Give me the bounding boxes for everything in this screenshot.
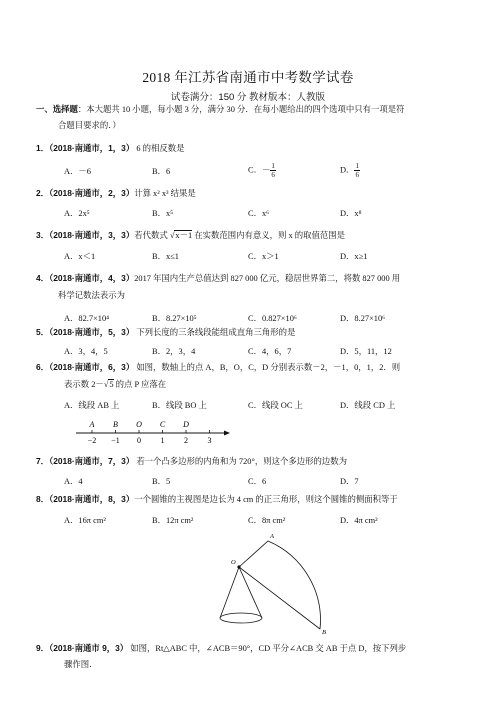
question-source: （2018·南通市，7，3）	[49, 456, 135, 466]
label-a: A	[270, 533, 274, 540]
question-source: （2018·南通市，8，3）	[49, 494, 135, 504]
fraction-numerator: 1	[271, 162, 275, 170]
option-b: B．12π cm²	[152, 516, 194, 525]
question-source: （2018·南通市，2，3）	[49, 188, 135, 198]
option-a: A．－6	[64, 167, 91, 176]
question-stem: 一个圆锥的主视图是边长为 4 cm 的正三角形，则这个圆锥的侧面积等于	[134, 495, 398, 504]
option-b: B．线段 BO 上	[152, 401, 207, 410]
question-9-line2: 骤作图．	[64, 660, 98, 669]
question-9	[36, 643, 406, 654]
question-source: （2018·南通市，4，3）	[49, 273, 135, 283]
option-c: C．8π cm²	[248, 516, 286, 525]
option-d: D．x⁸	[340, 209, 362, 218]
point-label: A	[89, 420, 95, 429]
option-c: C．0.827×10⁶	[248, 314, 297, 323]
label-b: B	[322, 629, 326, 636]
option-b: B．x⁵	[152, 209, 174, 218]
section-text-line2: 合题目要求的．）	[58, 121, 121, 130]
tick-label: 3	[207, 436, 212, 445]
sqrt-sign: √	[103, 380, 109, 389]
option-d-label: D．	[340, 165, 355, 175]
question-source: （2018·南通市 9，3）	[49, 643, 129, 653]
point-label: O	[136, 420, 142, 429]
question-source: （2018·南通市，5，3）	[49, 327, 135, 337]
question-stem: 如图，数轴上的点 A，B，O，C，D 分别表示数－2，－1，0，1，2．则	[134, 363, 401, 372]
option-c-label: C．－	[248, 165, 271, 175]
option-c: C．线段 OC 上	[248, 401, 303, 410]
option-b: B．6	[152, 167, 171, 176]
option-a: A．x＜1	[64, 252, 96, 261]
option-a: A．82.7×10⁴	[64, 314, 110, 323]
point-label: C	[159, 420, 166, 429]
question-number: 8．	[36, 494, 50, 504]
option-a: A．16π cm²	[64, 516, 106, 525]
option-c: C．4，6，7	[248, 347, 292, 356]
tick-label: −2	[87, 436, 97, 445]
section-label: 一、选择题	[36, 104, 78, 114]
option-a: A．线段 AB 上	[64, 401, 120, 410]
question-stem-pre: 表示数 2－	[64, 380, 104, 389]
question-number: 9．	[36, 643, 50, 653]
sector-outline	[239, 541, 320, 629]
question-stem-pre: 若代数式	[134, 231, 170, 240]
question-number: 5．	[36, 327, 50, 337]
sector-radius	[239, 567, 320, 629]
section-text: ：本大题共 10 小题，每小题 3 分，满分 30 分．在每小题给出的四个选项中只有一项是符	[77, 105, 405, 114]
question-source: （2018·南通市，1，3）	[49, 143, 135, 153]
fraction-numerator: 1	[355, 162, 359, 170]
option-a: A．3，4，5	[64, 347, 108, 356]
option-b: B．x≤1	[152, 252, 179, 261]
radicand: x－1	[175, 231, 193, 240]
question-4-line2: 科学记数法表示为	[58, 291, 125, 300]
option-d: D．线段 CD 上	[340, 401, 396, 410]
point-label: D	[183, 420, 189, 429]
option-b: B．5	[152, 477, 171, 486]
question-stem: 下列长度的三条线段能组成直角三角形的是	[134, 328, 296, 337]
fraction-denominator: 6	[355, 171, 359, 179]
radicand: 5	[109, 380, 114, 389]
tick-label: 0	[137, 436, 141, 445]
option-d: D．x≥1	[340, 252, 368, 261]
option-c: C．6	[248, 477, 267, 486]
cone-right-edge	[239, 567, 262, 618]
option-c: C．x⁶	[248, 209, 270, 218]
option-d: D．4π cm²	[340, 516, 378, 525]
option-d: D．8.27×10⁶	[340, 314, 386, 323]
fraction-denominator: 6	[271, 171, 275, 179]
page-subtitle: 试卷满分：150 分 教材版本：人教版	[170, 92, 326, 103]
question-stem-post: 在实数范围内有意义，则 x 的取值范围是	[192, 231, 346, 240]
question-number: 2．	[36, 188, 50, 198]
apex-point	[237, 565, 240, 568]
question-source: （2018·南通市，3，3）	[49, 230, 135, 240]
cone-left-edge	[220, 567, 239, 618]
option-d: D．5，11，12	[340, 347, 392, 356]
question-number: 6．	[36, 362, 50, 372]
question-stem: 6 的相反数是	[134, 144, 185, 153]
question-stem: 2017 年国内生产总值达到 827 000 亿元，稳居世界第二，将数 827 000 用	[134, 274, 401, 283]
option-c: C．x＞1	[248, 252, 279, 261]
option-b: B．2，3，4	[152, 347, 196, 356]
sqrt-sign: √	[169, 231, 175, 240]
question-stem: 如图，Rt△ABC 中，∠ACB＝90°，CD 平分∠ACB 交 AB 于点 D，按下列步	[128, 644, 407, 653]
cone-base	[220, 613, 262, 623]
question-number: 3．	[36, 230, 50, 240]
question-number: 4．	[36, 273, 50, 283]
option-d: D．7	[340, 477, 359, 486]
option-b: B．8.27×10⁵	[152, 314, 197, 323]
tick-label: −1	[111, 436, 120, 445]
label-o: O	[231, 559, 236, 566]
option-a: A．2x⁵	[64, 209, 90, 218]
tick-label: 2	[184, 436, 188, 445]
question-stem: 计算 x² x³ 结果是	[134, 189, 196, 198]
question-stem-post: 的点 P 应落在	[113, 380, 167, 389]
question-stem: 若一个凸多边形的内角和为 720°，则这个多边形的边数为	[134, 457, 347, 466]
page-title: 2018 年江苏省南通市中考数学试卷	[142, 70, 354, 85]
point-label: B	[113, 420, 118, 429]
question-source: （2018·南通市，6，3）	[49, 362, 135, 372]
option-a: A．4	[64, 477, 83, 486]
question-number: 7．	[36, 456, 50, 466]
tick-label: 1	[160, 436, 165, 445]
question-number: 1．	[36, 143, 50, 153]
